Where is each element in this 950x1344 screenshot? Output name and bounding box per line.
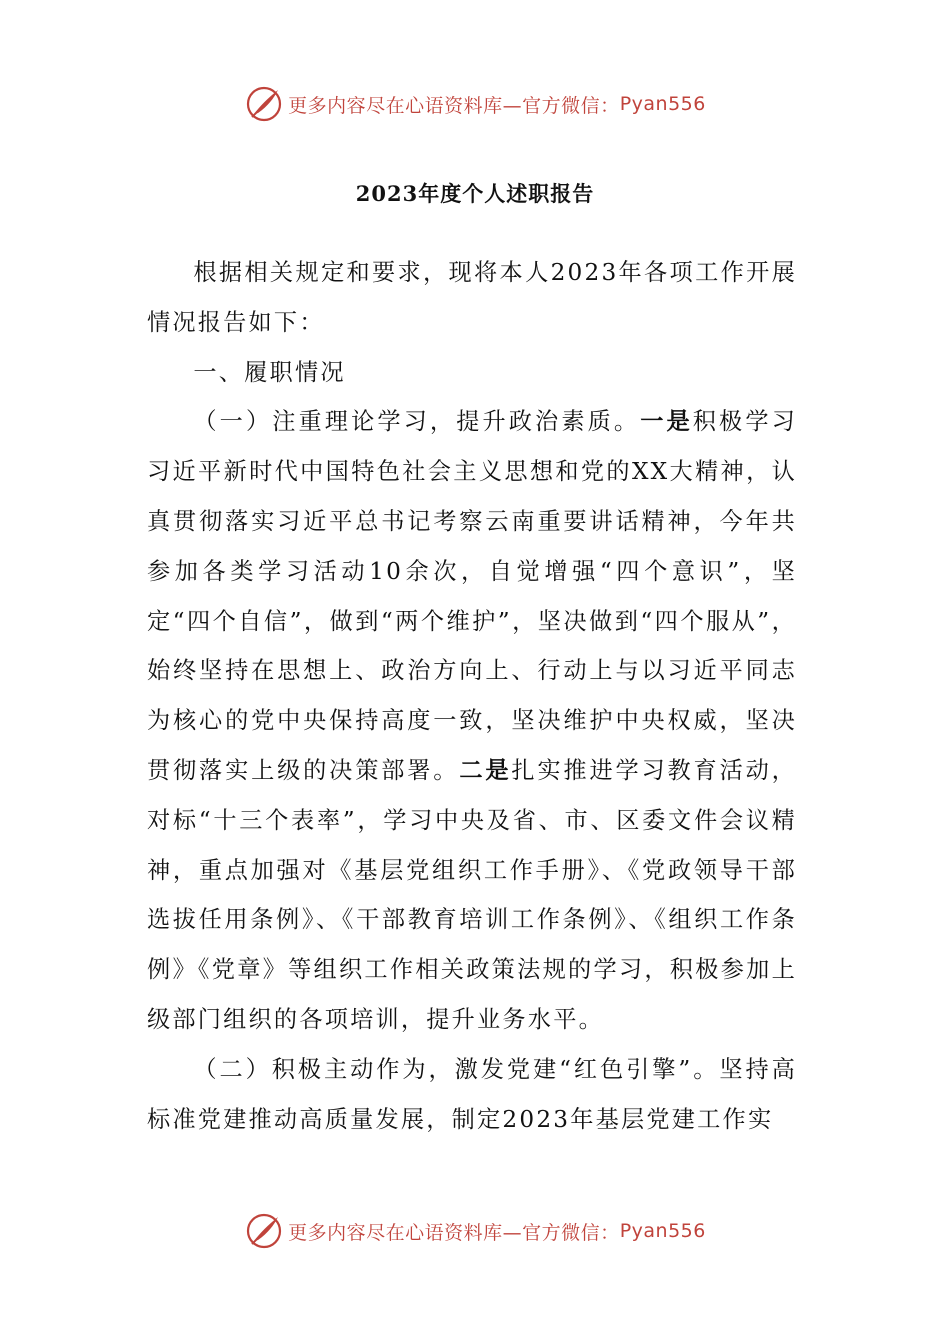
paragraph-1-lead: （一）注重理论学习，提升政治素质。	[193, 408, 641, 436]
document-body	[147, 248, 797, 1144]
section-heading: 一、履职情况	[193, 358, 346, 386]
watermark-wechat-label: —官方微信：	[502, 94, 620, 117]
paragraph-1	[147, 397, 797, 1044]
document-title: 2023年度个人述职报告	[355, 181, 595, 206]
paragraph-1-text-a: 积极学习习近平新时代中国特色社会主义思想和党的XX大精神，认真贯彻落实习近平总书记考察云南重要讲话精神，今年共参加各类学习活动10余次，自觉增强“四个意识”，坚定“四个自信”，做到“两个维护”，坚决做到“四个服从”，始终坚持在思想上、政治方向上、行动上与以习近平同志为核心的党中央保持高度一致，坚决维护中央权威，坚决贯彻落实上级的决策部署。	[147, 408, 797, 784]
watermark-wechat-id: Pyan556	[619, 1220, 706, 1242]
paragraph-2: （二）积极主动作为，激发党建“红色引擎”。坚持高标准党建推动高质量发展，制定2023年基层党建工作实	[147, 1055, 797, 1133]
intro-paragraph: 根据相关规定和要求，现将本人2023年各项工作开展情况报告如下：	[147, 259, 797, 336]
header-watermark	[0, 82, 950, 126]
watermark-text: 更多内容尽在心语资料库	[288, 1221, 503, 1244]
watermark-wechat-id: Pyan556	[619, 93, 706, 115]
keyword-second: 二是	[459, 756, 512, 784]
quill-logo-icon	[244, 1211, 284, 1251]
paragraph-1-text-b: 扎实推进学习教育活动，对标“十三个表率”，学习中央及省、市、区委文件会议精神，重点加强对《基层党组织工作手册》、《党政领导干部选拔任用条例》、《干部教育培训工作条例》、《组织工作条例》《党章》等组织工作相关政策法规的学习，积极参加上级部门组织的各项培训，提升业务水平。	[147, 756, 798, 1033]
watermark-wechat-label: —官方微信：	[502, 1221, 620, 1244]
keyword-first: 一是	[640, 408, 693, 436]
watermark-text: 更多内容尽在心语资料库	[288, 94, 503, 117]
quill-logo-icon	[244, 84, 284, 124]
footer-watermark	[0, 1209, 950, 1253]
